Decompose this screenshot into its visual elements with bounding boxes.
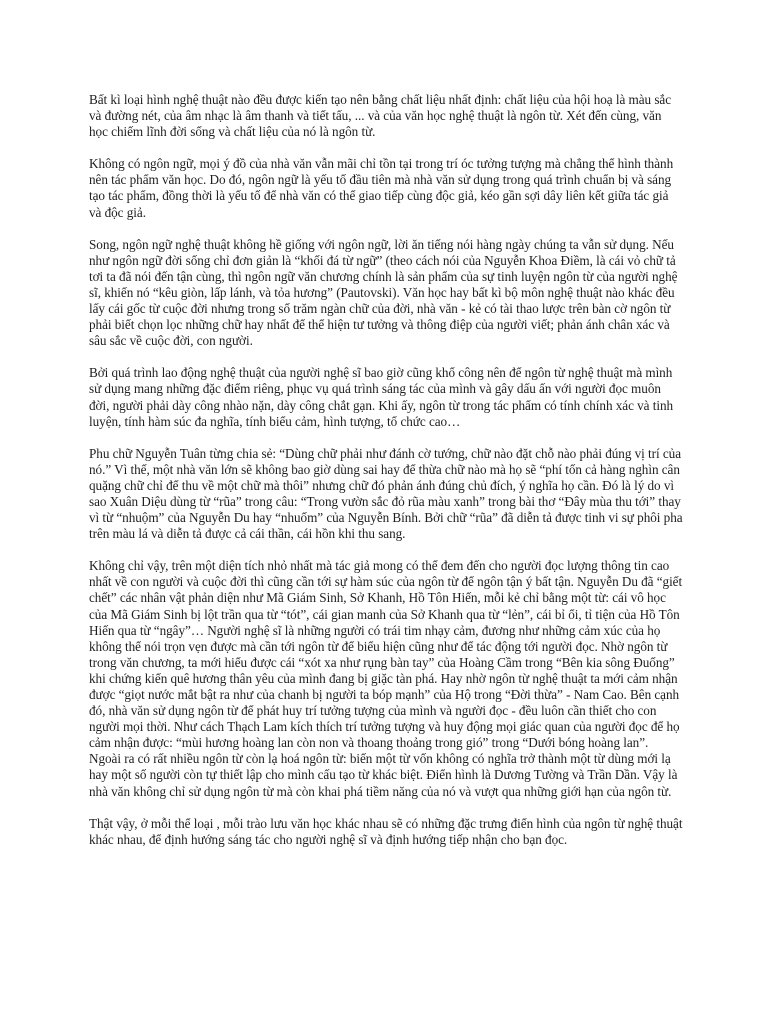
paragraph-5: Phu chữ Nguyễn Tuân từng chia sẻ: “Dùng chữ phải như đánh cờ tướng, chữ nào đặt chỗ nào phải đúng vị trí của nó.” Vì thế, một nhà văn lớn sẽ không bao giờ dùng sai hay để thừa chữ nào mà họ sẽ “phí tốn cả hàng nghìn cân quặng chữ chỉ để thu về một chữ mà thôi” nhưng chữ đó phản ánh đúng chủ đích, ý nghĩa họ cần. Đó là lý do vì sao Xuân Diệu dùng từ “rũa” trong câu: “Trong vườn sắc đỏ rũa màu xanh” trong bài thơ “Đây mùa thu tới” thay vì từ “nhuộm” của Nguyễn Du hay “nhuốm” của Nguyễn Bính. Bởi chữ “rũa” đã diễn tả được tinh vi sự phôi pha trên màu lá và diễn tả được cả cái thần, cái hồn khi thu sang. [89, 445, 683, 542]
paragraph-2: Không có ngôn ngữ, mọi ý đồ của nhà văn vẫn mãi chỉ tồn tại trong trí óc tưởng tượng mà chẳng thể hình thành nên tác phẩm văn học. Do đó, ngôn ngữ là yếu tố đầu tiên mà nhà văn sử dụng trong quá trình chuẩn bị và sáng tạo tác phẩm, đồng thời là yếu tố để nhà văn có thể giao tiếp cùng độc giả, kéo gần sợi dây liên kết giữa tác giả và độc giả. [89, 156, 674, 220]
paragraph-7: Thật vậy, ở mỗi thể loại , mỗi trào lưu văn học khác nhau sẽ có những đặc trưng điển hình của ngôn từ nghệ thuật khác nhau, để định hướng sáng tác cho người nghệ sĩ và định hướng tiếp nhận cho bạn đọc. [89, 815, 683, 847]
paragraph-4: Bởi quá trình lao động nghệ thuật của người nghệ sĩ bao giờ cũng khổ công nên để ngôn từ nghệ thuật mà mình sử dụng mang những đặc điểm riêng, phục vụ quá trình sáng tác của mình và gây dấu ấn với người đọc muôn đời, người phải dày công nhào nặn, dày công chắt gạn. Khi ấy, ngôn từ trong tác phẩm có tính chính xác và tinh luyện, tính hàm súc đa nghĩa, tính biểu cảm, hình tượng, tổ chức cao… [89, 365, 674, 429]
paragraph-3: Song, ngôn ngữ nghệ thuật không hề giống với ngôn ngữ, lời ăn tiếng nói hàng ngày chúng ta vẫn sử dụng. Nếu như ngôn ngữ đời sống chỉ đơn giản là “khối đá từ ngữ” (theo cách nói của Nguyễn Khoa Điềm, là cái vỏ chữ tả tơi ta đã nói đến tận cùng, thì ngôn ngữ văn chương chính là sản phẩm của sự tinh luyện ngôn từ của người nghệ sĩ, khiến nó “kêu giòn, lấp lánh, và tỏa hương” (Pautovski). Văn học hay bất kì bộ môn nghệ thuật nào khác đều lấy cái gốc từ cuộc đời nhưng trong số trăm ngàn chữ của đời, nhà văn - kẻ có tài thao lược trên bàn cờ ngôn từ phải biết chọn lọc những chữ hay nhất để thể hiện tư tưởng và thông điệp của người viết; phản ánh chân xác và sâu sắc về cuộc đời, con người. [89, 236, 678, 349]
document-body [89, 92, 683, 864]
paragraph-6: Không chỉ vậy, trên một diện tích nhỏ nhất mà tác giả mong có thể đem đến cho người đọc lượng thông tin cao nhất về con người và cuộc đời thì cũng cần tới sự hàm súc của ngôn từ để ngôn tận ý bất tận. Nguyễn Du đã “giết chết” các nhân vật phản diện như Mã Giám Sinh, Sở Khanh, Hồ Tôn Hiến, mỗi kẻ chỉ bằng một từ: cái vô học của Mã Giám Sinh bị lột trần qua từ “tót”, cái gian manh của Sở Khanh qua từ “lẻn”, cái bỉ ổi, tỉ tiện của Hồ Tôn Hiến qua từ “ngây”… Người nghệ sĩ là những người có trái tim nhạy cảm, đương như những cảm xúc của họ không thể nói trọn vẹn được mà cần tới ngôn từ để biểu hiện cũng như để tác động tới người đọc. Nhờ ngôn từ trong văn chương, ta mới hiểu được cái “xót xa như rụng bàn tay” của Hoàng Cầm trong “Bên kia sông Đuống” khi chứng kiến quê hương thân yêu của mình đang bị giặc tàn phá. Hay nhờ ngôn từ nghệ thuật ta mới cảm nhận được “giọt nước mắt bật ra như của chanh bị người ta bóp mạnh” của Hộ trong “Đời thừa” - Nam Cao. Bên cạnh đó, nhà văn sử dụng ngôn từ để phát huy trí tưởng tượng của mình và người đọc - đều luôn cần thiết cho con người mọi thời. Như cách Thạch Lam kích thích trí tưởng tượng và huy động mọi giác quan của người đọc để họ cảm nhận được: “mùi hương hoàng lan còn non và thoang thoảng trong gió” trong “Dưới bóng hoàng lan”. Ngoài ra có rất nhiều ngôn từ còn lạ hoá ngôn từ: biến một từ vốn không có nghĩa trở thành một từ dùng mới lạ hay một số người còn tự thiết lập cho mình cấu tạo từ khác biệt. Điển hình là Dương Tường và Trần Dần. Vậy là nhà văn không chỉ sử dụng ngôn từ mà còn khai phá tiềm năng của nó và vượt qua những giới hạn của ngôn từ. [89, 558, 683, 799]
paragraph-1: Bất kì loại hình nghệ thuật nào đều được kiến tạo nên bằng chất liệu nhất định: chất liệu của hội hoạ là màu sắc và đường nét, của âm nhạc là âm thanh và tiết tấu, ... và của văn học nghệ thuật là ngôn từ. Xét đến cùng, văn học chiếm lĩnh đời sống và chất liệu của nó là ngôn từ. [89, 92, 672, 140]
